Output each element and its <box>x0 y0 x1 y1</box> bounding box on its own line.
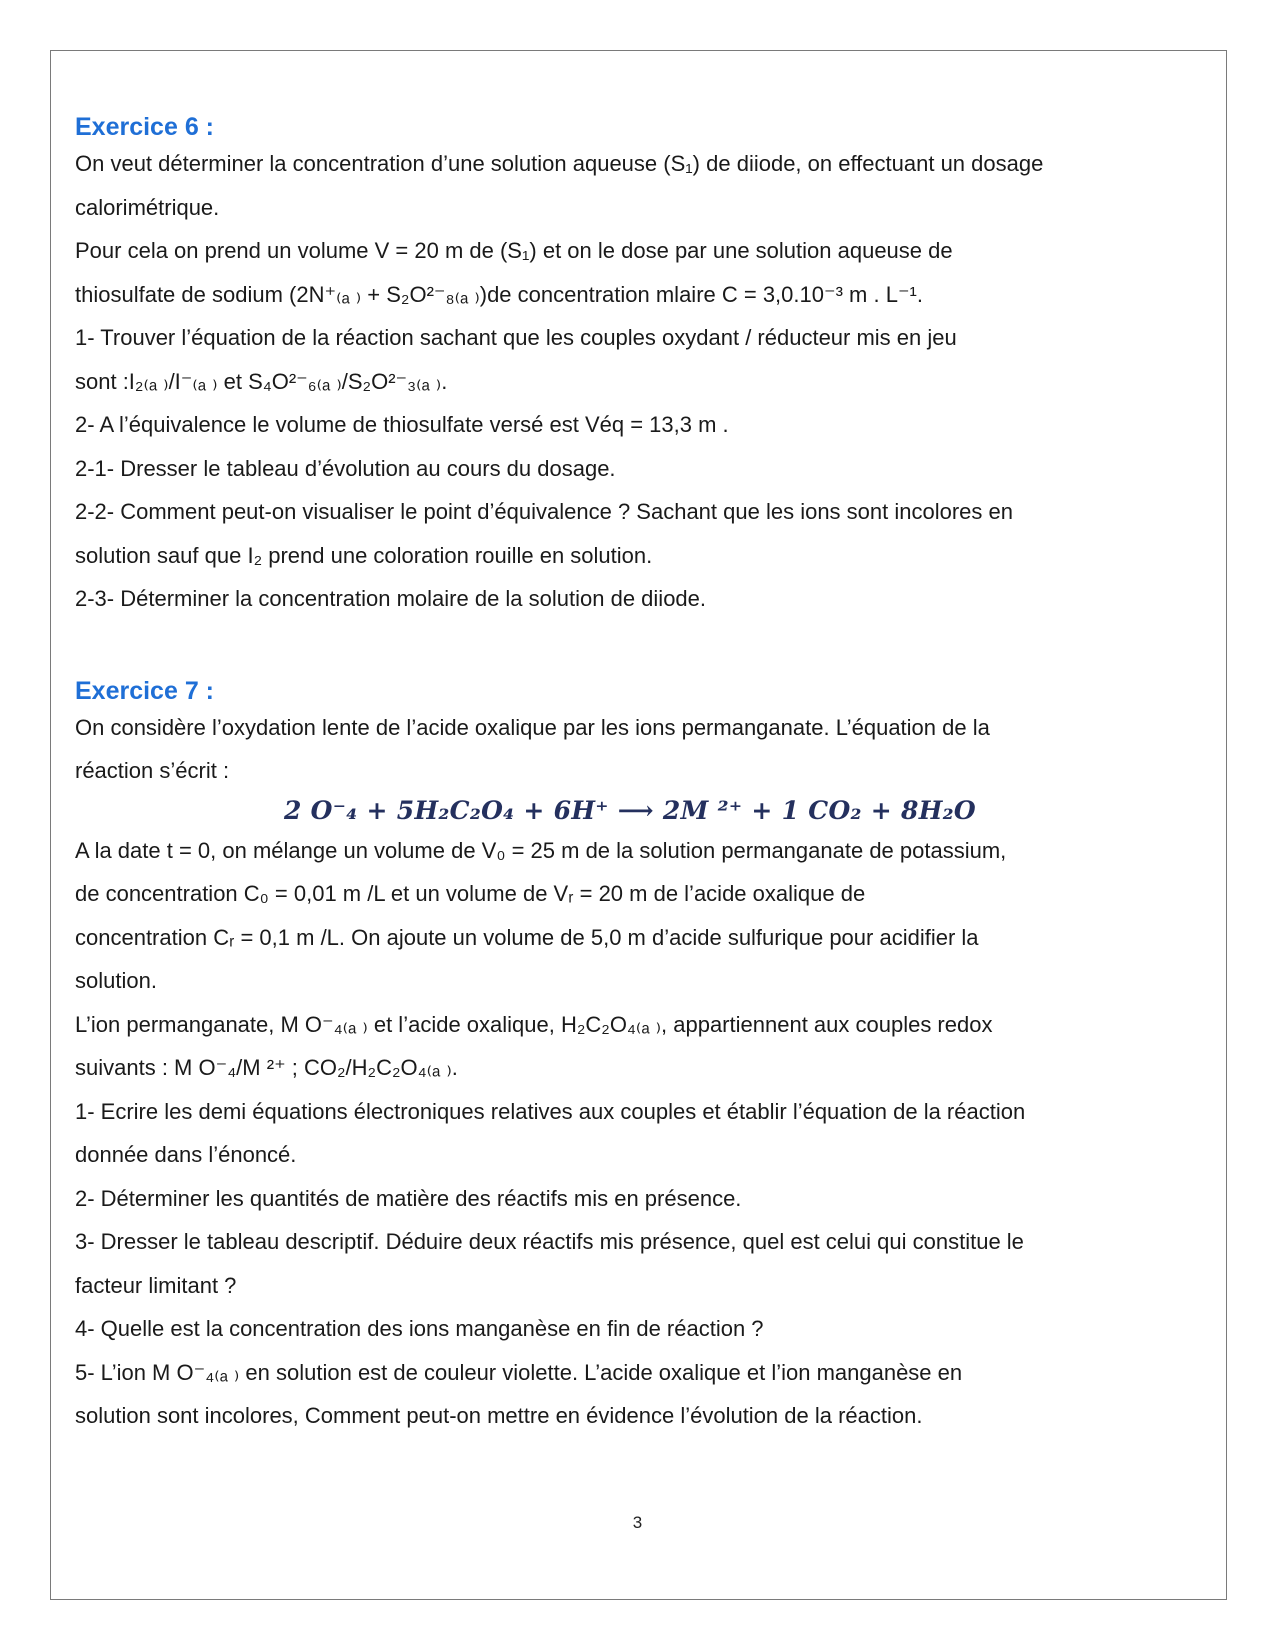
exercise-6-title: Exercice 6 : <box>75 113 214 141</box>
exercise-6-question-2: 2- A l’équivalence le volume de thiosulfate versé est Véq = 13,3 m . <box>75 412 729 437</box>
exercise-6-question-1: 1- Trouver l’équation de la réaction sachant que les couples oxydant / réducteur mis en jeu <box>75 325 957 350</box>
exercise-7-line: On considère l’oxydation lente de l’acide oxalique par les ions permanganate. L’équation de la <box>75 714 990 740</box>
exercise-7-question-5: 5- L’ion M O⁻₄₍ₐ ₎ en solution est de couleur violette. L’acide oxalique et l’ion manganèse en <box>75 1359 963 1385</box>
exercise-6-line: sont :I₂₍ₐ ₎/I⁻₍ₐ ₎ et S₄O²⁻₆₍ₐ ₎/S₂O²⁻₃₍ₐ ₎. <box>75 368 448 394</box>
exercise-7-title: Exercice 7 : <box>75 676 214 705</box>
exercise-7-question-4: 4- Quelle est la concentration des ions manganèse en fin de réaction ? <box>75 1316 764 1341</box>
exercise-7-question-3: 3- Dresser le tableau descriptif. Déduire deux réactifs mis présence, quel est celui qui constitue le <box>75 1229 1024 1254</box>
exercise-7-line: solution sont incolores, Comment peut-on mettre en évidence l’évolution de la réaction. <box>75 1403 923 1428</box>
exercise-6-line: solution sauf que I₂ prend une coloration rouille en solution. <box>75 542 653 568</box>
reaction-equation: 2 O⁻₄ + 5H₂C₂O₄ + 6H⁺ ⟶ 2M ²⁺ + 1 CO₂ + 8H₂O <box>283 795 977 825</box>
exercise-7-line: facteur limitant ? <box>75 1272 237 1298</box>
exercise-6-line: Pour cela on prend un volume V = 20 m de (S₁) et on le dose par une solution aqueuse de <box>75 238 953 263</box>
exercise-6-text <box>75 142 1185 621</box>
exercise-6-line: On veut déterminer la concentration d’une solution aqueuse (S₁) de diiode, on effectuant un dosage <box>75 151 1044 176</box>
exercise-7-text <box>75 706 1185 1438</box>
exercise-7-line: de concentration C₀ = 0,01 m /L et un volume de Vᵣ = 20 m de l’acide oxalique de <box>75 881 866 906</box>
exercise-7-line: A la date t = 0, on mélange un volume de V₀ = 25 m de la solution permanganate de potassium, <box>75 837 1007 863</box>
page-number: 3 <box>632 1513 643 1532</box>
exercise-7-line: donnée dans l’énoncé. <box>75 1142 297 1167</box>
exercise-6-line: thiosulfate de sodium (2N⁺₍ₐ ₎ + S₂O²⁻₈₍ₐ ₎)de concentration mlaire C = 3,0.10⁻³ m . L⁻¹. <box>75 281 923 307</box>
document-body <box>75 112 1185 1438</box>
exercise-7-line: L’ion permanganate, M O⁻₄₍ₐ ₎ et l’acide oxalique, H₂C₂O₄₍ₐ ₎, appartiennent aux couples redox <box>75 1011 993 1037</box>
exercise-7-question-2: 2- Déterminer les quantités de matière des réactifs mis en présence. <box>75 1185 742 1211</box>
exercise-7-line: réaction s’écrit : <box>75 758 230 783</box>
exercise-6-line: calorimétrique. <box>75 194 220 220</box>
exercise-7-line: suivants : M O⁻₄/M ²⁺ ; CO₂/H₂C₂O₄₍ₐ ₎. <box>75 1055 458 1080</box>
exercise-6-question-2-3: 2-3- Déterminer la concentration molaire de la solution de diiode. <box>75 586 707 611</box>
exercise-6-question-2-1: 2-1- Dresser le tableau d’évolution au cours du dosage. <box>75 455 616 481</box>
exercise-7-line: concentration Cᵣ = 0,1 m /L. On ajoute un volume de 5,0 m d’acide sulfurique pour acidifier la <box>75 924 979 950</box>
exercise-7-question-1: 1- Ecrire les demi équations électroniques relatives aux couples et établir l’équation de la réaction <box>75 1098 1026 1124</box>
exercise-6-question-2-2: 2-2- Comment peut-on visualiser le point d’équivalence ? Sachant que les ions sont incolores en <box>75 499 1013 524</box>
exercise-7-line: solution. <box>75 968 157 993</box>
